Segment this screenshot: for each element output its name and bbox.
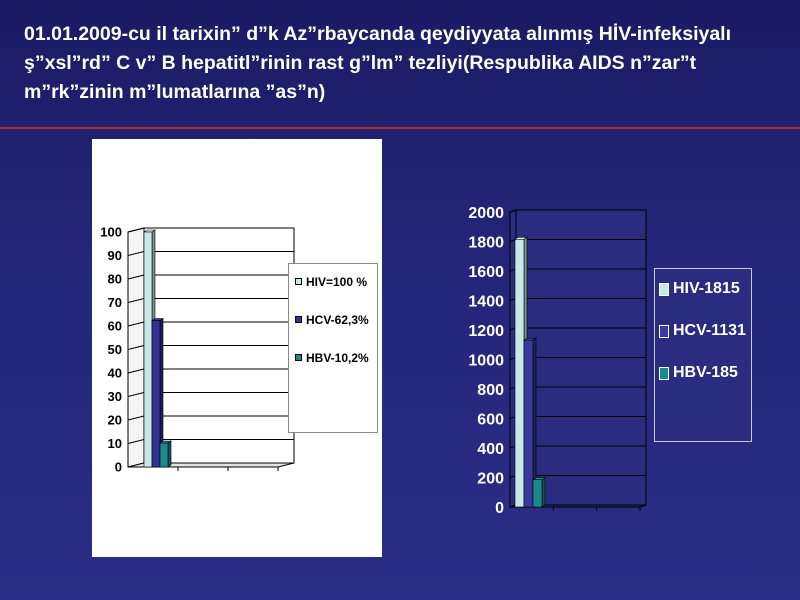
- legend-label-hiv: HIV-1815: [673, 280, 740, 297]
- legend-swatch-hbv: [659, 367, 669, 380]
- y-tick-label: 60: [107, 318, 122, 334]
- y-tick-label: 600: [477, 411, 504, 429]
- y-tick-label: 70: [107, 295, 122, 311]
- y-tick-label: 80: [107, 271, 122, 287]
- y-tick-label: 10: [107, 436, 122, 452]
- y-tick-label: 20: [107, 412, 122, 428]
- bar-hbv: [533, 478, 545, 507]
- y-tick-label: 30: [107, 389, 122, 405]
- y-tick-label: 90: [107, 248, 122, 264]
- legend-label-hiv: HIV=100 %: [306, 275, 368, 289]
- y-tick-label: 400: [477, 440, 504, 458]
- y-tick-label: 40: [107, 365, 122, 381]
- y-tick-label: 100: [100, 224, 122, 240]
- legend-label-hbv: HBV-185: [673, 364, 738, 381]
- legend-swatch-hcv: [659, 325, 669, 338]
- legend-label-hbv: HBV-10,2%: [306, 351, 369, 365]
- y-tick-label: 800: [477, 381, 504, 399]
- y-tick-label: 1000: [468, 352, 504, 370]
- legend-item-hcv: [659, 321, 747, 341]
- y-tick-label: 200: [477, 470, 504, 488]
- legend-label-hcv: HCV-62,3%: [306, 313, 369, 327]
- y-tick-label: 0: [114, 459, 122, 475]
- legend-item-hiv: [659, 279, 747, 299]
- slide-title: 01.01.2009-cu il tarixin” d”k Az”rbaycanda qeydiyyata alınmış HİV-infeksiyalı ş”xsl”rd” C v” B hepatitl”rinin rast g”lm” tezliyi(Respublika AIDS n”zar”t m”rk”zinin m”lumatlarına ”as”n): [24, 23, 732, 103]
- y-tick-label: 0: [495, 499, 504, 517]
- y-tick-label: 1800: [468, 234, 504, 252]
- legend-swatch-hiv: [659, 283, 669, 296]
- legend-label-hcv: HCV-1131: [673, 322, 746, 339]
- y-tick-label: 2000: [468, 204, 504, 222]
- y-tick-label: 50: [107, 342, 122, 358]
- y-tick-label: 1400: [468, 293, 504, 311]
- y-tick-label: 1600: [468, 263, 504, 281]
- chart-2-legend: [654, 268, 752, 442]
- y-tick-label: 1200: [468, 322, 504, 340]
- legend-item-hbv: [659, 363, 747, 383]
